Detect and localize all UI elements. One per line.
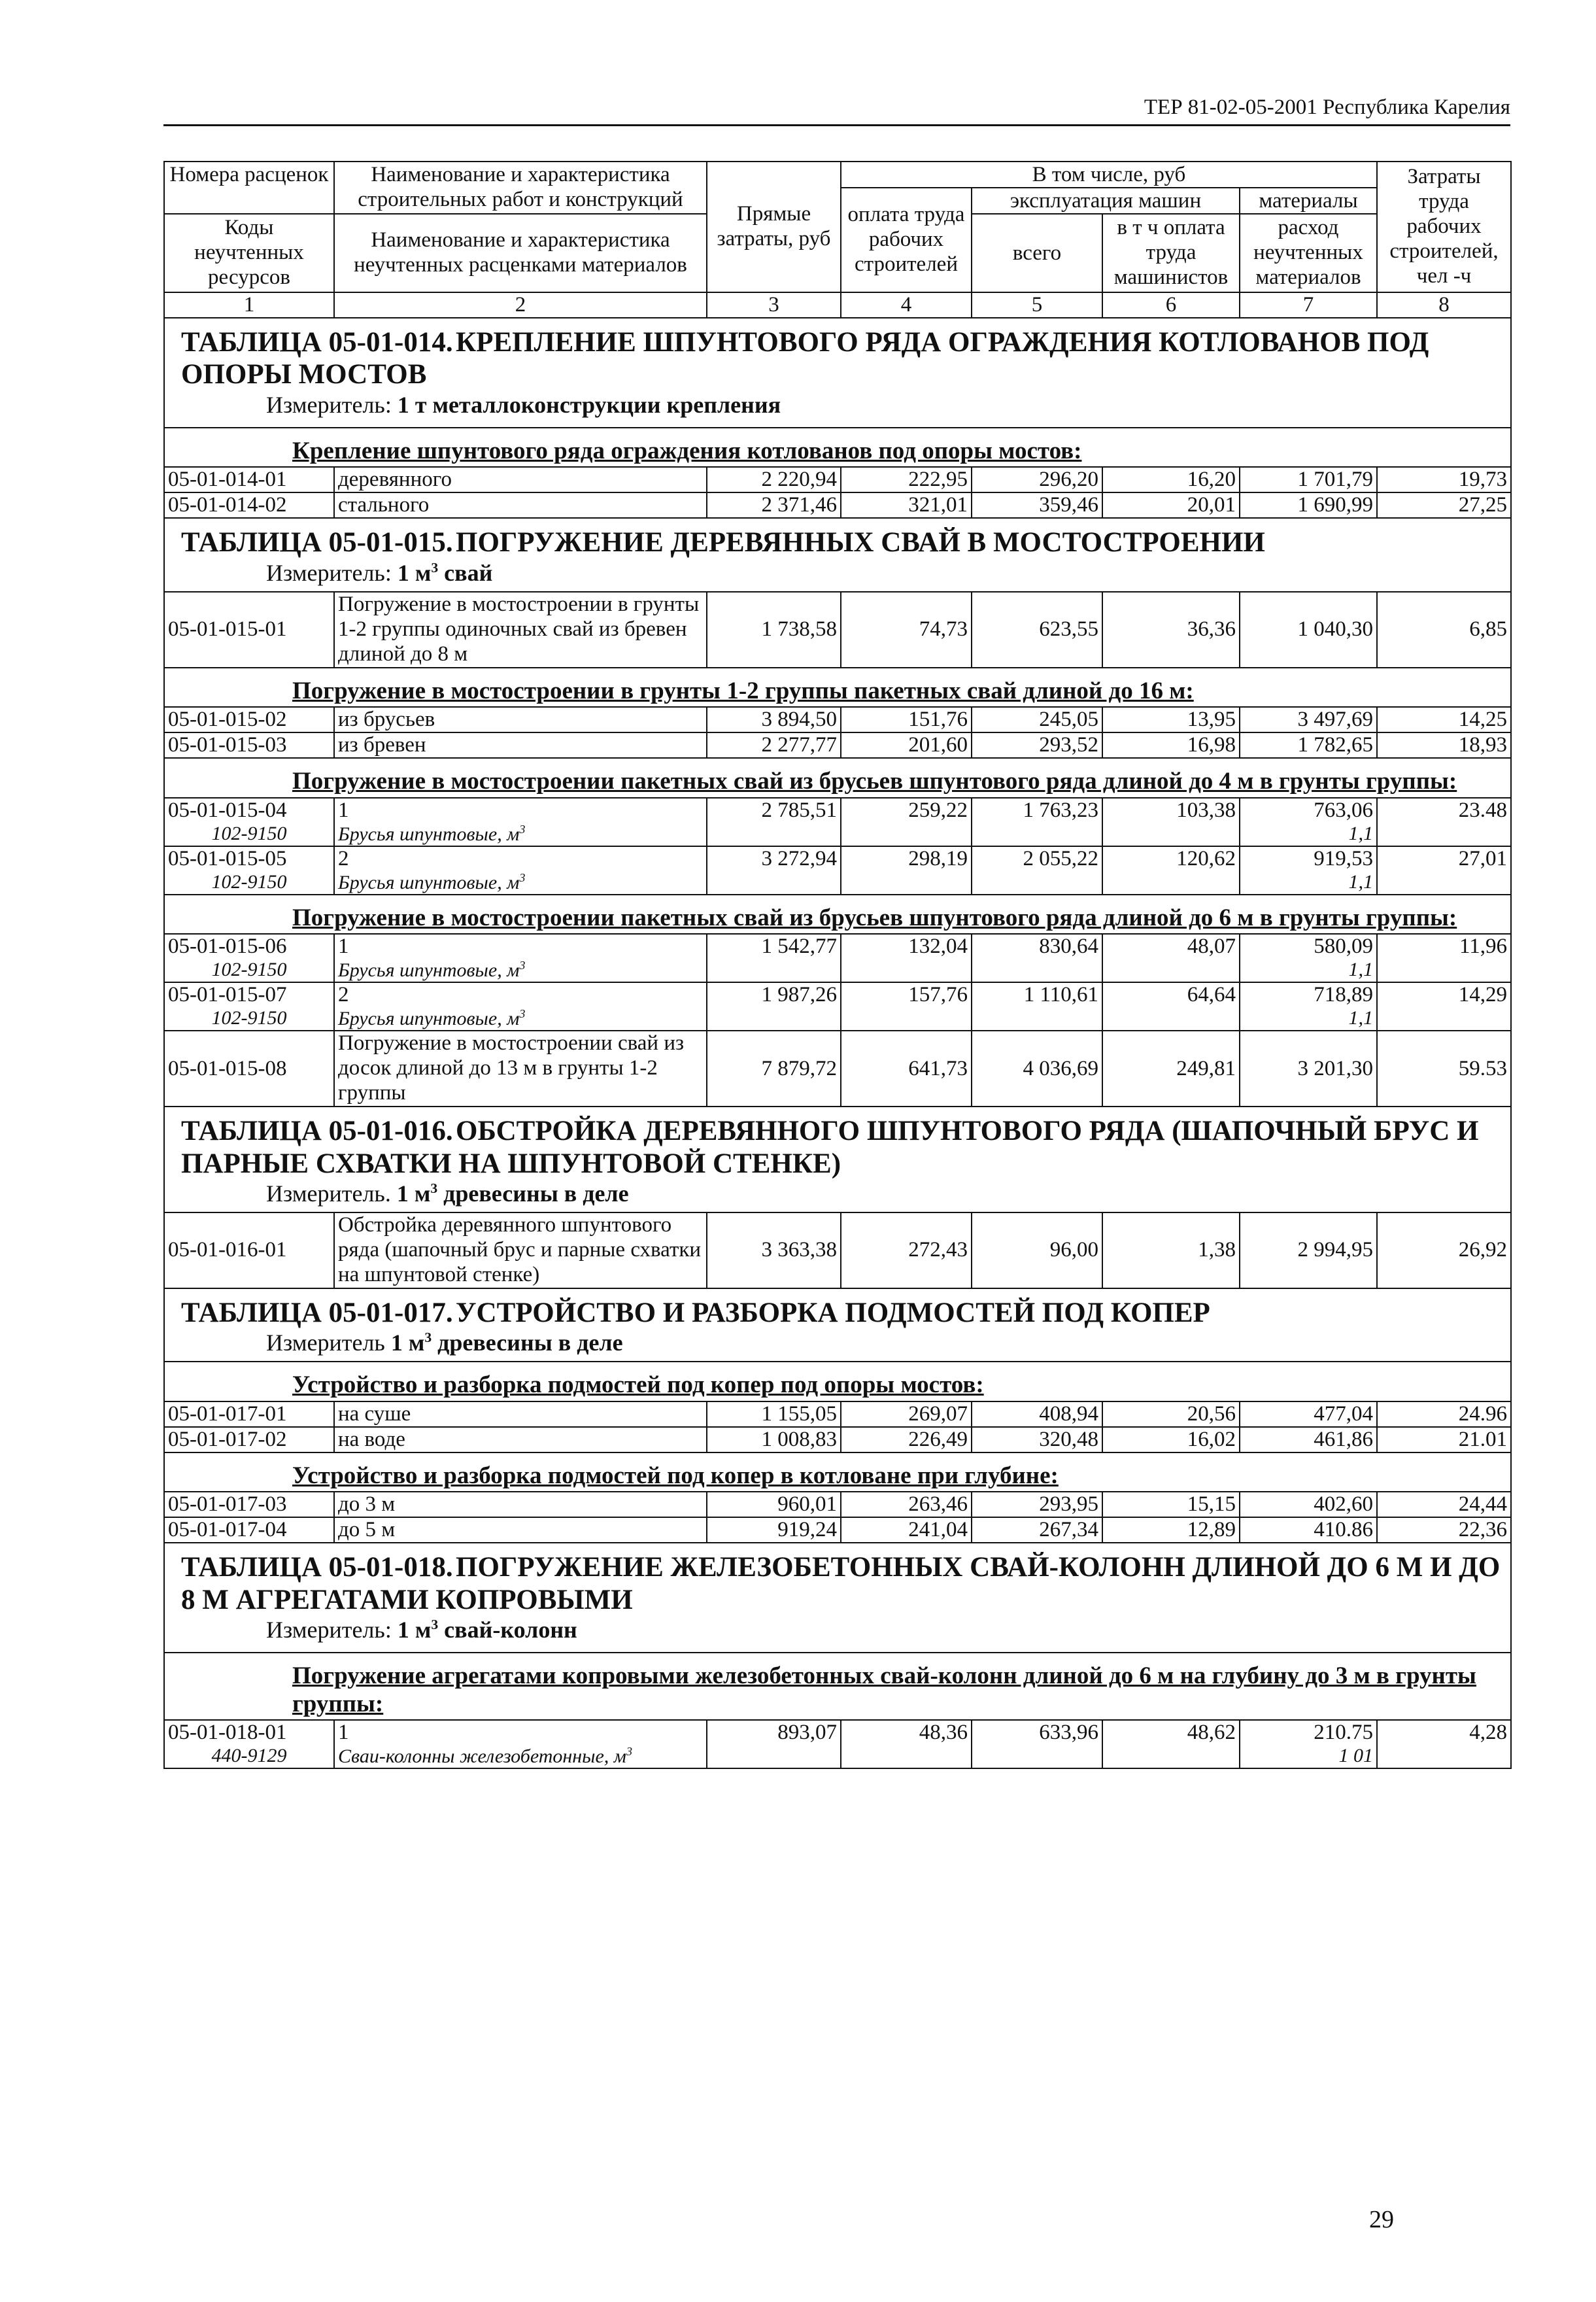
table-row: 05-01-015-06 1 1 542,77 132,04 830,64 48,07 580,09 11,96 <box>164 934 1511 959</box>
col-header-including: В том числе, руб <box>841 162 1377 188</box>
table-title: ТАБЛИЦА 05-01-015. ПОГРУЖЕНИЕ ДЕРЕВЯННЫХ СВАЙ В МОСТОСТРОЕНИИ <box>164 518 1511 558</box>
col-header-materials: материалы <box>1240 188 1377 214</box>
col-header-material-name: Наименование и характеристика неучтенных расценками материалов <box>334 214 707 292</box>
col-header-machinist-wage: в т ч оплата труда машинистов <box>1102 214 1240 292</box>
table-row: 05-01-015-08 Погружение в мостостроении свай из досок длиной до 13 м в грунты 1-2 группы 7 879,72 641,73 4 036,69 249,81 3 201,30 59.53 <box>164 1031 1511 1107</box>
col-number: 5 <box>972 292 1102 318</box>
resource-row: 102-9150 Брусья шпунтовые, $м^3$ 1,1 <box>164 959 1511 982</box>
page-number: 29 <box>1369 2206 1394 2233</box>
measure: Измеритель 1 $м^3$ древесины в деле <box>164 1329 1511 1362</box>
group-heading: Погружение в мостостроении пакетных свай из брусьев шпунтового ряда длиной до 4 м в грунты группы: <box>164 758 1511 798</box>
col-number: 2 <box>334 292 707 318</box>
col-header-labor: Затраты труда рабочих строителей, чел -ч <box>1377 162 1511 292</box>
table-row: 05-01-016-01 Обстройка деревянного шпунтового ряда (шапочный брус и парные схватки на шпунтовой стенке) 3 363,38 272,43 96,00 1,38 2 994,95 26,92 <box>164 1212 1511 1288</box>
table-row: 05-01-017-04 до 5 м 919,24 241,04 267,34 12,89 410.86 22,36 <box>164 1517 1511 1543</box>
table-row: 05-01-014-02 стального 2 371,46 321,01 359,46 20,01 1 690,99 27,25 <box>164 492 1511 518</box>
price-table <box>163 161 1512 1769</box>
col-header-total: всего <box>972 214 1102 292</box>
resource-row: 102-9150 Брусья шпунтовые, $м^3$ 1,1 <box>164 871 1511 895</box>
table-row: 05-01-015-05 2 3 272,94 298,19 2 055,22 120,62 919,53 27,01 <box>164 846 1511 871</box>
table-title: ТАБЛИЦА 05-01-014. КРЕПЛЕНИЕ ШПУНТОВОГО РЯДА ОГРАЖДЕНИЯ КОТЛОВАНОВ ПОД ОПОРЫ МОСТОВ <box>164 318 1511 391</box>
col-number: 1 <box>164 292 334 318</box>
resource-row: 440-9129 Сваи-колонны железобетонные, $м^3$ 1 01 <box>164 1745 1511 1768</box>
table-row: 05-01-015-03 из бревен 2 277,77 201,60 293,52 16,98 1 782,65 18,93 <box>164 732 1511 758</box>
table-row: 05-01-014-01 деревянного 2 220,94 222,95 296,20 16,20 1 701,79 19,73 <box>164 467 1511 492</box>
group-heading: Погружение агрегатами копровыми железобетонных свай-колонн длиной до 6 м на глубину до 3 м в грунты группы: <box>164 1653 1511 1720</box>
page-header <box>163 95 1510 126</box>
col-header-direct-costs: Прямые затраты, руб <box>707 162 841 292</box>
col-header-material-use: расход неучтенных материалов <box>1240 214 1377 292</box>
document-code: ТЕР 81-02-05-2001 Республика Карелия <box>1144 95 1510 119</box>
table-row: 05-01-015-02 из брусьев 3 894,50 151,76 245,05 13,95 3 497,69 14,25 <box>164 707 1511 732</box>
group-heading: Устройство и разборка подмостей под копер под опоры мостов: <box>164 1362 1511 1401</box>
table-row: 05-01-015-07 2 1 987,26 157,76 1 110,61 64,64 718,89 14,29 <box>164 982 1511 1007</box>
measure: Измеритель: 1 $м^3$ свай <box>164 559 1511 592</box>
col-header-wage: оплата труда рабочих строителей <box>841 188 972 292</box>
measure: Измеритель: 1 т металлоконструкции крепления <box>164 391 1511 428</box>
col-header-machines: эксплуатация машин <box>972 188 1240 214</box>
table-row: 05-01-017-03 до 3 м 960,01 263,46 293,95 15,15 402,60 24,44 <box>164 1492 1511 1517</box>
table-row: 05-01-018-01 1 893,07 48,36 633,96 48,62 210.75 4,28 <box>164 1720 1511 1745</box>
table-row: 05-01-015-01 Погружение в мостостроении в грунты 1-2 группы одиночных свай из бревен длиной до 8 м 1 738,58 74,73 623,55 36,36 1 040,30 6,85 <box>164 592 1511 668</box>
col-header-codes: Номера расценок <box>164 162 334 188</box>
col-header-work-name: Наименование и характеристика строительных работ и конструкций <box>334 162 707 214</box>
group-heading: Крепление шпунтового ряда ограждения котлованов под опоры мостов: <box>164 428 1511 468</box>
table-title: ТАБЛИЦА 05-01-018. ПОГРУЖЕНИЕ ЖЕЛЕЗОБЕТОННЫХ СВАЙ-КОЛОНН ДЛИНОЙ ДО 6 М И ДО 8 М АГРЕГАТАМИ КОПРОВЫМИ <box>164 1543 1511 1616</box>
col-number: 4 <box>841 292 972 318</box>
table-row: 05-01-017-02 на воде 1 008,83 226,49 320,48 16,02 461,86 21.01 <box>164 1427 1511 1452</box>
resource-row: 102-9150 Брусья шпунтовые, $м^3$ 1,1 <box>164 1007 1511 1031</box>
table-title: ТАБЛИЦА 05-01-016. ОБСТРОЙКА ДЕРЕВЯННОГО ШПУНТОВОГО РЯДА (ШАПОЧНЫЙ БРУС И ПАРНЫЕ СХВАТКИ НА ШПУНТОВОЙ СТЕНКЕ) <box>164 1107 1511 1180</box>
measure: Измеритель: 1 $м^3$ свай-колонн <box>164 1616 1511 1653</box>
group-heading: Погружение в мостостроении в грунты 1-2 группы пакетных свай длиной до 16 м: <box>164 668 1511 708</box>
table-row: 05-01-017-01 на суше 1 155,05 269,07 408,94 20,56 477,04 24.96 <box>164 1401 1511 1427</box>
col-number: 7 <box>1240 292 1377 318</box>
table-title: ТАБЛИЦА 05-01-017. УСТРОЙСТВО И РАЗБОРКА ПОДМОСТЕЙ ПОД КОПЕР <box>164 1288 1511 1329</box>
group-heading: Погружение в мостостроении пакетных свай из брусьев шпунтового ряда длиной до 6 м в грунты группы: <box>164 895 1511 935</box>
measure: Измеритель. 1 $м^3$ древесины в деле <box>164 1180 1511 1212</box>
col-number: 8 <box>1377 292 1511 318</box>
col-number: 3 <box>707 292 841 318</box>
col-number: 6 <box>1102 292 1240 318</box>
resource-row: 102-9150 Брусья шпунтовые, $м^3$ 1,1 <box>164 823 1511 846</box>
group-heading: Устройство и разборка подмостей под копер в котловане при глубине: <box>164 1452 1511 1492</box>
table-row: 05-01-015-04 1 2 785,51 259,22 1 763,23 103,38 763,06 23.48 <box>164 798 1511 823</box>
col-header-resource-codes: Коды неучтенных ресурсов <box>164 214 334 292</box>
